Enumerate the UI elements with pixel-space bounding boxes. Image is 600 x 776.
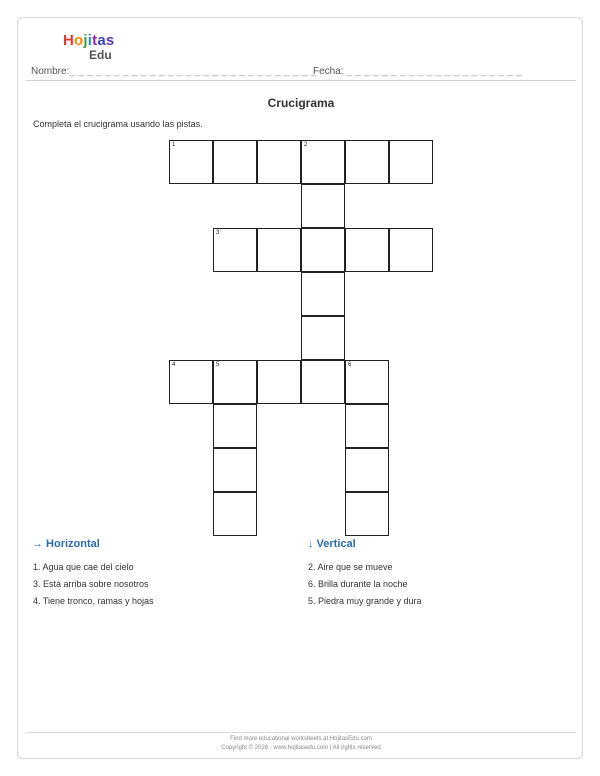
worksheet-page xyxy=(17,17,583,759)
crossword-cell[interactable] xyxy=(389,228,433,272)
down-clue: 2. Aire que se mueve xyxy=(308,562,393,572)
name-field[interactable] xyxy=(31,66,317,77)
date-field[interactable] xyxy=(313,66,522,77)
crossword-cell[interactable] xyxy=(301,360,345,404)
crossword-cell[interactable] xyxy=(213,140,257,184)
crossword-cell[interactable] xyxy=(213,448,257,492)
crossword-cell[interactable] xyxy=(301,140,345,184)
crossword-cell[interactable] xyxy=(345,404,389,448)
crossword-cell[interactable] xyxy=(213,360,257,404)
down-clue: 6. Brilla durante la noche xyxy=(308,579,408,589)
clue-number: 1 xyxy=(172,142,176,148)
crossword-cell[interactable] xyxy=(213,404,257,448)
crossword-cell[interactable] xyxy=(301,184,345,228)
crossword-cell[interactable] xyxy=(169,360,213,404)
crossword-cell[interactable] xyxy=(257,140,301,184)
footer-line-2: Copyright © 2026 · www.hojitasedu.com | All rights reserved xyxy=(221,745,381,751)
crossword-cell[interactable] xyxy=(301,272,345,316)
crossword-cell[interactable] xyxy=(213,492,257,536)
logo-wordmark: Hojitas xyxy=(63,32,115,49)
crossword-cell[interactable] xyxy=(345,360,389,404)
crossword-cell[interactable] xyxy=(345,228,389,272)
logo-sub: Edu xyxy=(89,48,112,62)
instructions: Completa el crucigrama usando las pistas. xyxy=(33,119,203,129)
footer-line-1: Find more educational worksheets at HojitasEdu.com xyxy=(230,736,372,742)
down-clue: 5. Piedra muy grande y dura xyxy=(308,596,422,606)
across-heading: → Horizontal xyxy=(32,538,100,550)
hojitas-logo xyxy=(63,33,114,61)
crossword-cell[interactable] xyxy=(169,140,213,184)
header-divider xyxy=(26,80,576,81)
crossword-cell[interactable] xyxy=(389,140,433,184)
crossword-cell[interactable] xyxy=(301,316,345,360)
page-title: Crucigrama xyxy=(267,96,335,110)
clue-number: 6 xyxy=(348,362,352,368)
crossword-cell[interactable] xyxy=(257,360,301,404)
down-heading: ↓ Vertical xyxy=(308,538,356,550)
crossword-cell[interactable] xyxy=(345,448,389,492)
across-clue: 1. Agua que cae del cielo xyxy=(33,562,134,572)
crossword-cell[interactable] xyxy=(345,492,389,536)
crossword-cell[interactable] xyxy=(345,140,389,184)
crossword-cell[interactable] xyxy=(257,228,301,272)
clue-number: 3 xyxy=(216,230,220,236)
crossword-cell[interactable] xyxy=(301,228,345,272)
clue-number: 2 xyxy=(304,142,308,148)
across-clue: 4. Tiene tronco, ramas y hojas xyxy=(33,596,154,606)
clue-number: 5 xyxy=(216,362,220,368)
clue-number: 4 xyxy=(172,362,176,368)
footer-divider xyxy=(26,732,576,733)
crossword-cell[interactable] xyxy=(213,228,257,272)
across-clue: 3. Está arriba sobre nosotros xyxy=(33,579,149,589)
name-label: Nombre: xyxy=(31,66,70,77)
date-label: Fecha: xyxy=(313,66,344,77)
name-line: _ _ _ _ _ _ _ _ _ _ _ _ _ _ _ _ _ _ _ _ _ _ _ _ _ _ _ _ xyxy=(69,66,317,77)
date-line: _ _ _ _ _ _ _ _ _ _ _ _ _ _ _ _ _ _ _ _ xyxy=(346,66,523,77)
